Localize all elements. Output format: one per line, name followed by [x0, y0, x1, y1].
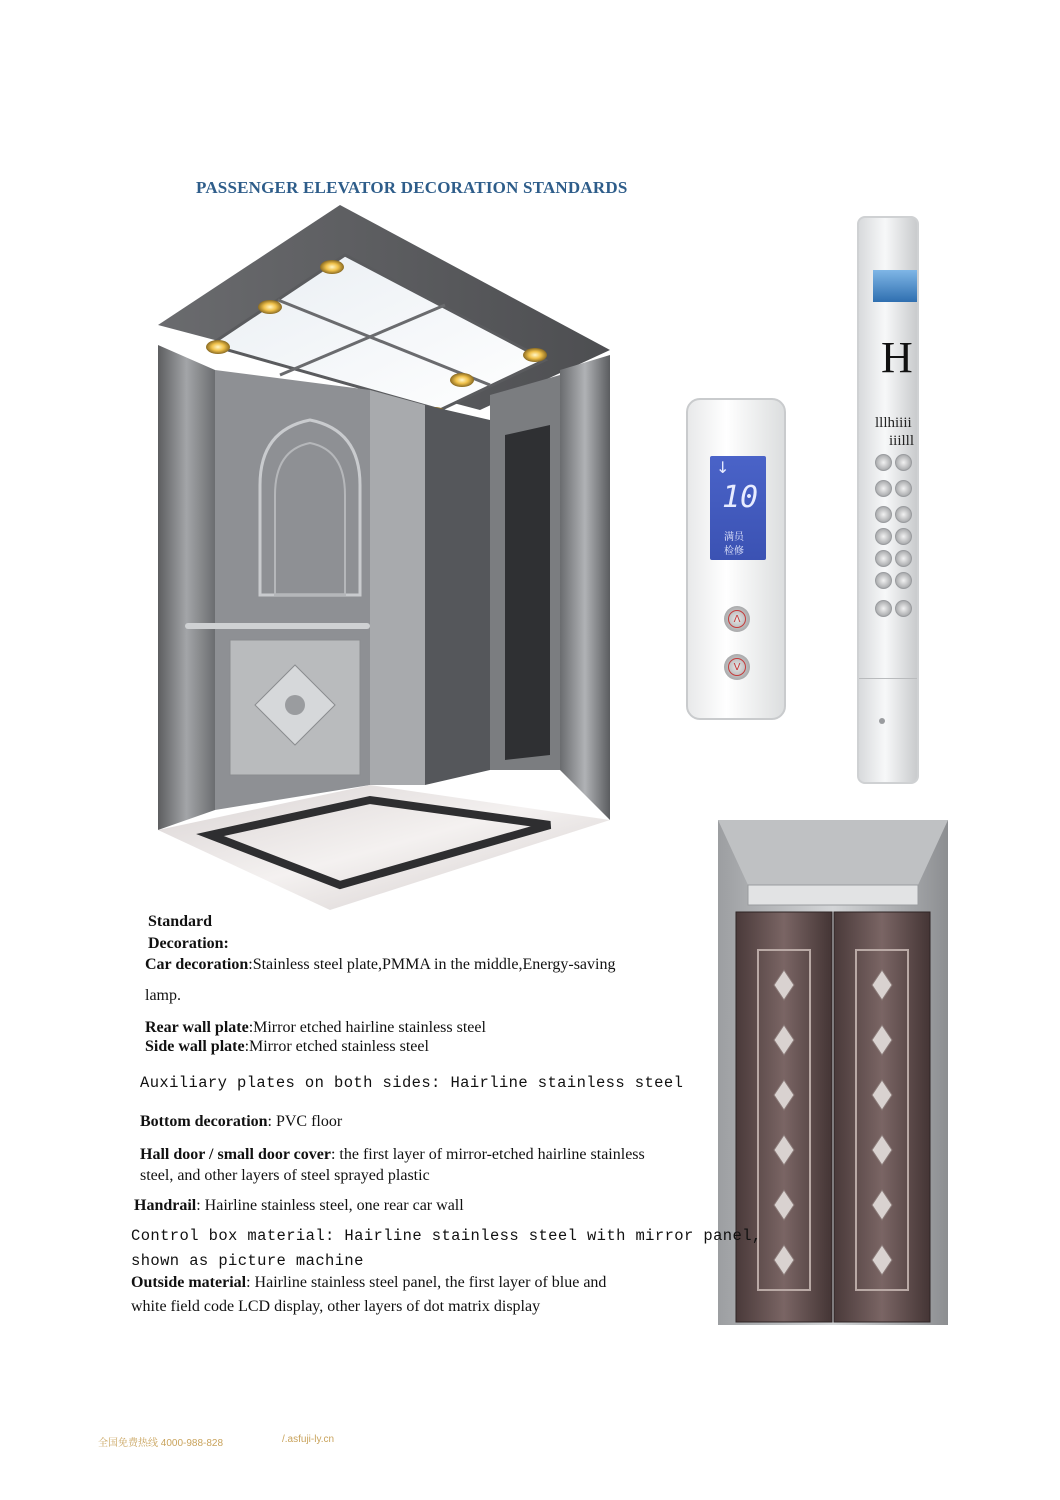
outside-material-value-2: white field code LCD display, other layers of dot matrix display [131, 1298, 541, 1315]
rear-wall-value: :Mirror etched hairline stainless steel [248, 1019, 486, 1036]
arrow-down-icon: ↓ [716, 458, 730, 477]
spec-auxiliary-plates: Auxiliary plates on both sides: Hairline stainless steel [140, 1074, 684, 1092]
cop-floor-button[interactable] [895, 480, 912, 497]
cop-floor-button[interactable] [875, 480, 892, 497]
spec-hall-door [140, 1145, 645, 1165]
cop-floor-button[interactable] [875, 528, 892, 545]
cop-letter: H [881, 333, 913, 382]
cop-floor-button[interactable] [875, 600, 892, 617]
cop-floor-button[interactable] [895, 550, 912, 567]
spec-bottom-decoration [140, 1112, 342, 1132]
outside-material-value: : Hairline stainless steel panel, the first layer of blue and [246, 1274, 607, 1291]
car-operating-panel [857, 216, 919, 784]
cop-floor-button[interactable] [895, 506, 912, 523]
car-decoration-label: Car decoration [145, 956, 249, 973]
landing-door-illustration [718, 820, 948, 1325]
floor-number: 10 [722, 480, 759, 515]
lcd-display [710, 456, 766, 560]
spec-side-wall [145, 1037, 429, 1057]
spec-control-box-2: shown as picture machine [131, 1252, 364, 1270]
footer-url: /.asfuji-ly.cn [282, 1434, 335, 1445]
car-decoration-value-2: lamp. [145, 987, 181, 1004]
outside-material-label: Outside material [131, 1274, 247, 1291]
down-arrow-icon: V [728, 658, 746, 676]
hall-door-value: : the first layer of mirror-etched hairline stainless [330, 1146, 645, 1163]
cop-floor-button[interactable] [875, 506, 892, 523]
handrail-label: Handrail [134, 1197, 197, 1214]
handrail-value: : Hairline stainless steel, one rear car wall [196, 1197, 464, 1214]
cop-floor-button[interactable] [895, 528, 912, 545]
cop-floor-button[interactable] [895, 454, 912, 471]
page-title: PASSENGER ELEVATOR DECORATION STANDARDS [196, 178, 628, 197]
side-wall-value: :Mirror etched stainless steel [244, 1038, 429, 1055]
cop-text-1: lllhiiii [875, 415, 912, 431]
spec-heading-1: Standard [148, 913, 213, 930]
cop-display [873, 270, 917, 302]
up-button[interactable] [724, 606, 750, 632]
status-full: 满员 [724, 532, 744, 543]
cop-floor-button[interactable] [895, 600, 912, 617]
up-arrow-icon: Λ [728, 610, 746, 628]
hall-call-panel [686, 398, 786, 720]
rear-wall-label: Rear wall plate [145, 1019, 249, 1036]
spec-outside-material [131, 1273, 606, 1293]
cop-text-2: iiilll [889, 433, 915, 449]
bottom-decoration-label: Bottom decoration [140, 1113, 268, 1130]
spec-car-decoration [145, 955, 615, 975]
bottom-decoration-value: : PVC floor [267, 1113, 343, 1130]
spec-control-box: Control box material: Hairline stainless steel with mirror panel, [131, 1227, 762, 1245]
spec-handrail [134, 1196, 464, 1216]
spec-heading-2: Decoration: [148, 935, 229, 952]
cop-floor-button[interactable] [875, 572, 892, 589]
elevator-cabin-illustration [150, 195, 620, 915]
hall-door-label: Hall door / small door cover [140, 1146, 331, 1163]
cop-floor-button[interactable] [895, 572, 912, 589]
cop-floor-button[interactable] [875, 550, 892, 567]
hall-door-value-2: steel, and other layers of steel sprayed plastic [140, 1167, 430, 1184]
down-button[interactable] [724, 654, 750, 680]
cop-floor-button[interactable] [875, 454, 892, 471]
side-wall-label: Side wall plate [145, 1038, 245, 1055]
spec-rear-wall [145, 1018, 486, 1038]
car-decoration-value: :Stainless steel plate,PMMA in the middle,Energy-saving [248, 956, 616, 973]
status-maintenance: 检修 [724, 546, 744, 557]
keyhole-icon [879, 718, 885, 724]
footer-hotline: 全国免费热线 4000-988-828 [98, 1438, 224, 1449]
